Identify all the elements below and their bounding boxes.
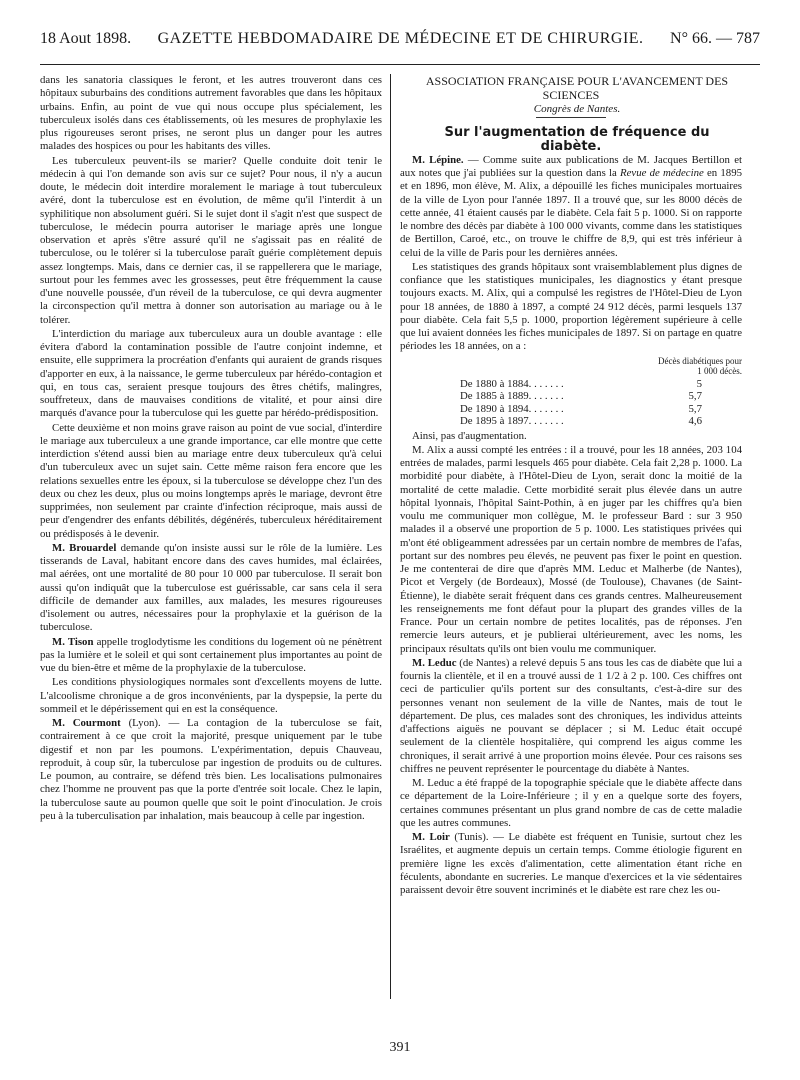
column-separator [390,74,391,999]
speaker-name: M. Tison [52,635,94,648]
paragraph: dans les sanatoria classiques le feront, et les autres trouveront dans ces hôpitaux suburbains des conditions autrement favorables que dans les hôpitaux urbains. Enfin, au point de vue qui nous occupe plus spécialement, les tuberculeux isolés dans ces établissements, où les mesures de prophylaxie les plus rigoureuses seront prises, ne seront plus un danger pour les autres malades des hospices ou pour les habitants des villes. [40,74,382,153]
paragraph-text: appelle troglodytisme les conditions du logement où ne pénètrent pas la lumière et le soleil et qui sont certainement plus importantes au point de vue du bien-être et même de la prophylaxie de la tuberculose. [40,635,382,674]
issue-number: N° 66. — 787 [670,30,760,47]
speaker-name: M. Leduc [412,656,457,669]
paragraph-text: demande qu'on insiste aussi sur le rôle de la lumière. Les tisserands de Laval, habitant encore dans des caves humides, mal éclairées, mal aérées, ont une mortalité de 80 pour 10 000 par tuberculose. Il serait bon aussi qu'on indiquât que la tuberculose est guérissable, car sans cela il sera difficile de demander aux familles, aux malades, les mesures rigoureuses d'isolement ou autres, nécessaires pour la prophylaxie et la guérison de la tuberculose. [40,541,382,634]
table-header [400,356,742,376]
paragraph: Cette deuxième et non moins grave raison au point de vue social, d'interdire le mariage aux tuberculeux a une grande importance, car elle montre que cette interdiction s'étend aussi bien au mariage entre deux tuberculeux qu'à celui d'un tuberculeux avec un sujet sain. Cette même raison fera encore que les relations sexuelles entre les époux, si la tuberculose se développe chez l'un des deux ou chez les deux, plus ou moins longtemps après le mariage, devront être supprimées, non seulement par crainte d'infection réciproque, mais aussi de peur d'engendrer des enfants débilités, dégénérés, tuberculeux héréditairement ou prédisposés à le devenir. [40,421,382,540]
paragraph-text: en 1895 et en 1896, mon élève, M. Alix, a dépouillé les fiches municipales mortuaires de la ville de Lyon pour l'année 1897. Il a trouvé que, sur les 8000 décès de cette année, 41 étaient causés par le diabète. Cela fait 5 p. 1000. Si on rapporte le nombre des décès par diabète à 100 000 vivants, comme dans les statistiques de Bertillon, Caroé, etc., on trouve le chiffre de 8,9, qui est très inférieur à celui de la ville de Paris pour les dernières années. [400,167,742,259]
paragraph: M. Alix a aussi compté les entrées : il a trouvé, pour les 18 années, 203 104 entrées de malades, parmi lesquels 465 pour diabète. Cela fait 2,28 p. 1000. La morbidité pour diabète, à l'Hôtel-Dieu de Lyon, serait donc la moitié de la mortalité de cette maladie. Cette morbidité serait plus élevée dans un autre hôpital lyonnais, l'hôpital Saint-Pothin, à en juger par les chiffres qu'a bien voulu me communiquer mon collègue, M. le professeur Bard : sur 3 950 malades il a observé une proportion de 5 p. 1000. Les statistiques privées qui m'ont été obligeamment adressées par un certain nombre de membres de l'afas, portant sur des nombres peu élevés, ne peuvent pas fixer le point en question. Je me contenterai de dire que d'après MM. Leduc et Malherbe (de Nantes), Picot et Vergely (de Bordeaux), Mossé (de Toulouse), Chavanes (de Saint-Étienne), le diabète serait fréquent dans ces grands centres. Malheureusement les renseignements me font défaut pour la plupart des grandes villes de la France. Pour un certain nombre de petites localités, pas de réponses. J'en remercie leurs auteurs, et je publierai ultérieurement, avec les noms, les principaux résultats qu'ils ont bien voulu me communiquer. [400,443,742,655]
paragraph: Les statistiques des grands hôpitaux sont vraisemblablement plus dignes de confiance que les statistiques municipales, les diagnostics y étant presque toujours exacts. M. Alix, qui a compulsé les registres de l'Hôtel-Dieu de Lyon pour 18 années, de 1880 à 1897, a compté 24 912 décès, parmi lesquels 137 pour diabète. Cela fait 5,5 p. 1000, proportion légèrement supérieure à celle que lui avaient données les fiches municipales de 1897. Si on partage en quatre périodes les 18 années, on a : [400,260,742,353]
period-value: 4,6 [688,415,702,427]
table-row [400,390,742,403]
paragraph [400,154,742,260]
paragraph-text: (Lyon). — La contagion de la tuberculose se fait, contrairement à ce que croit la majorité, presque uniquement par le tube digestif et non par les poumons. L'expérimentation, depuis Chauveau, reproduit, à coup sûr, la tuberculose par ingestion de produits ou de cultures. Le poumon, au contraire, se défend très bien. Les localisations pulmonaires chez l'homme ne prouvent pas que la porte d'entrée soit locale. Chez le lapin, la tuberculose saute au poumon quelle que soit le point d'inoculation. Je crois peu à la tuberculisation par inhalation, mais beaucoup à celle par ingestion. [40,717,383,822]
speaker-name: M. Brouardel [52,541,117,554]
speaker-name: M. Lépine. [412,153,464,166]
period-label: De 1890 à 1894. . . . . . . [460,402,564,415]
paragraph-text: (de Nantes) a relevé depuis 5 ans tous les cas de diabète que lui a fournis la clientèle, et il en a trouvé aussi de 1 1/2 à 2 p. 100. Ces chiffres ont ceci de particulier qu'ils portent sur des consultants, c'est-à-dire sur des personnes venant non seulement de la ville de Nantes, mais de tout le département. De plus, ces malades sont des chroniques, les individus atteints d'affections aiguës ne pouvant se déplacer ; si M. Leduc était occupé seulement de la clientèle hospitalière, qui comprend les aigus comme les chroniques, il serait arrivé à une proportion moins élevée. Pour ces raisons ses chiffres ne peuvent représenter le pourcentage du diabète à Nantes. [400,656,742,775]
divider [536,117,606,118]
journal-citation: Revue de médecine [620,167,704,179]
section-heading: ASSOCIATION FRANÇAISE POUR L'AVANCEMENT DES SCIENCES [425,74,729,102]
paragraph: Les tuberculeux peuvent-ils se marier? Quelle conduite doit tenir le médecin à qui l'on demande son avis sur ce sujet? Pour nous, il n'y a aucun doute, le médecin doit interdire moralement le mariage à tout tuberculeux avéré, dont la tuberculose est en évolution, de même qu'il l'interdit à un syphilitique non absolument guéri. Si le sujet dont il s'agit n'est que suspect de tuberculose, le médecin pourra autoriser le mariage après une longue observation et après s'être assuré qu'il ne s'agissait pas en réalité de tuberculose, ou le tolérer si la tuberculose paraît guérie complètement depuis assez longtemps. Mais, dans ce dernier cas, il se rappellerera que le mariage, surtout pour les femmes avec les grossesses, peut être fréquemment la cause d'une nouvelle poussée, d'un réveil de la tuberculose, ce qui devra augmenter la circonspection qu'il mettra à donner son autorisation au mariage ou à le tolérer. [40,154,382,326]
period-label: De 1895 à 1897. . . . . . . [460,415,564,427]
header-date: 18 Aout 1898. [40,30,132,47]
periods-table [400,378,742,428]
paragraph [40,636,382,676]
table-row [400,378,742,391]
article-title: Sur l'augmentation de fréquence du diabète. [444,125,710,154]
paragraph: Les conditions physiologiques normales sont d'excellents moyens de lutte. L'alcoolisme chronique a de gros inconvénients, par la dyspepsie, la perte du sommeil et le dépérissement qui en est la conséquence. [40,676,382,715]
running-header [40,30,760,54]
paragraph: Ainsi, pas d'augmentation. [412,429,527,442]
table-row [400,403,742,416]
period-value: 5,7 [688,402,702,415]
period-value: 5,7 [688,390,702,402]
paragraph-text: — Comme suite aux publications de M. Jacques Bertillon et aux notes que j'ai publiées sur la question dans la [400,153,742,179]
table-row [400,415,742,428]
paragraph [400,657,742,776]
paragraph: L'interdiction du mariage aux tuberculeux aura un double avantage : elle évitera d'abord la contamination possible de l'autre conjoint indemne, et ensuite, elle supprimera la procréation d'enfants qui auraient de grands risques d'apporter en eux, à la naissance, le germe tuberculeux par hérédo-contagion et qui, en tous cas, seraient presque toujours des êtres chétifs, malingres, souffreteux, dans de mauvaises conditions de vitalité, et pour ainsi dire marqués d'avance pour la tuberculose qui les guette par hérédo-prédisposition. [40,327,382,420]
table-header-line: Décès diabétiques pour [658,355,742,366]
paragraph [40,717,382,823]
speaker-name: M. Courmont [52,717,121,729]
header-rule [40,64,760,65]
page-number: 391 [389,1040,411,1055]
paragraph: M. Leduc a été frappé de la topographie spéciale que le diabète affecte dans ce département de la Loire-Inférieure ; il y en a quelque sorte des foyers, certaines communes présentant un plus grand nombre de cas de cette maladie que les autres communes. [400,777,742,829]
right-column [400,74,742,898]
section-subheading: Congrès de Nantes. [533,103,621,115]
journal-title: GAZETTE HEBDOMADAIRE DE MÉDECINE ET DE CHIRURGIE. [157,30,644,47]
speaker-name: M. Loir [412,831,450,843]
paragraph [400,831,742,897]
left-column [40,74,382,824]
period-label: De 1885 à 1889. . . . . . . [460,390,564,402]
period-value: 5 [696,377,702,390]
table-header-line: 1 000 décès. [697,365,742,376]
paragraph [40,542,382,635]
period-label: De 1880 à 1884. . . . . . . [460,377,564,390]
paragraph-text: (Tunis). — Le diabète est fréquent en Tunisie, surtout chez les Israélites, et augmente depuis un certain temps. Comme étiologie figurent en première ligne les excès d'alimentation, cette alimentation étant riche en féculents, abondante en sucreries. Le manque d'exercices et la vie sédentaires paraissent devoir être souvent incriminés et le diabète est rare chez les ou- [400,831,743,896]
